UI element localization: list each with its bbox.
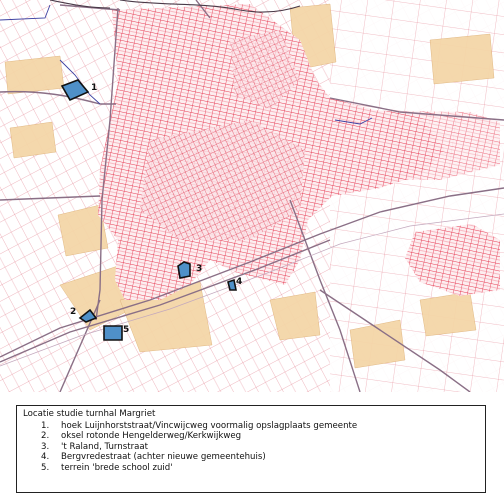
site-label-3: 3: [196, 264, 203, 274]
list-item: [41, 452, 479, 463]
list-item-number: 2.: [41, 431, 50, 442]
list-item-number: 5.: [41, 462, 50, 473]
list-item: [41, 431, 479, 442]
list-item-number: 4.: [41, 452, 50, 463]
site-label-1: 1: [91, 83, 98, 93]
site-label-4: 4: [236, 277, 243, 287]
site-label-2: 2: [70, 307, 77, 317]
list-item-text: 't Raland, Turnstraat: [61, 441, 149, 452]
location-list: [23, 421, 479, 474]
list-item-number: 1.: [41, 420, 50, 431]
list-item-text: oksel rotonde Hengelderweg/Kerkwijkweg: [61, 431, 242, 442]
legend-title: Locatie studie turnhal Margriet: [23, 409, 156, 419]
list-item: [41, 421, 479, 432]
list-item: [41, 463, 479, 474]
list-item-text: hoek Luijnhorststraat/Vincwijcweg voormalig opslagplaats gemeente: [61, 420, 358, 431]
list-item-text: Bergvredestraat (achter nieuwe gemeentehuis): [61, 452, 266, 463]
list-item: [41, 442, 479, 453]
site-label-5: 5: [123, 325, 130, 335]
legend-box: [16, 405, 486, 493]
list-item-number: 3.: [41, 441, 50, 452]
list-item-text: terrein 'brede school zuid': [61, 462, 173, 473]
